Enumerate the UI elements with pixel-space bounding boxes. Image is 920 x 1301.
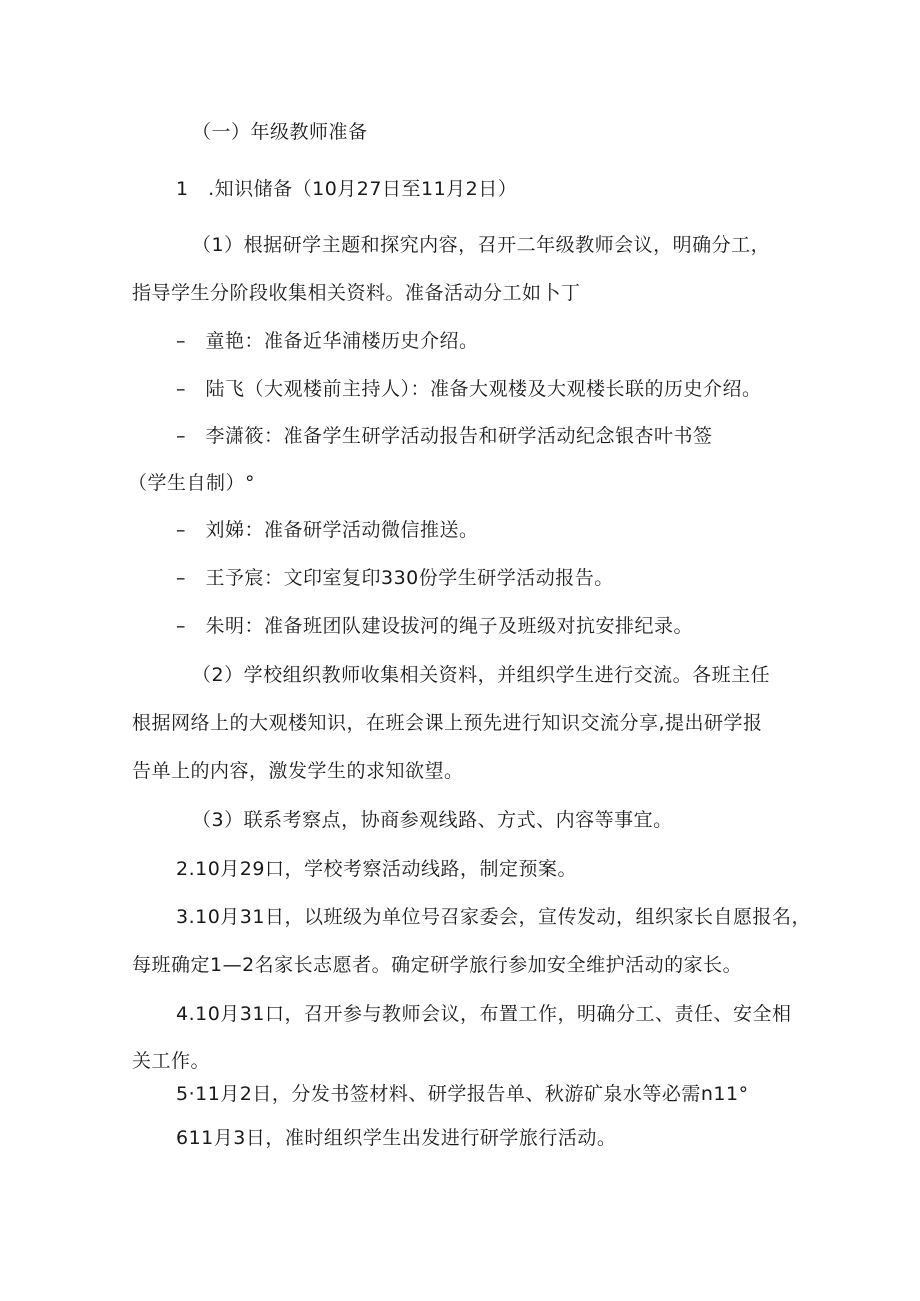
task-item: – 陆飞（大观楼前主持人）：准备大观楼及大观楼长联的历史介绍。 (176, 378, 762, 400)
section-heading: （一）年级教师准备 (192, 121, 368, 143)
task-item: – 童艳：准备近华浦楼历史介绍。 (176, 330, 479, 352)
item-3-line-1: 3.10月31日，以班级为单位号召家委会，宣传发动，组织家长自愿报名， (176, 906, 811, 928)
paragraph-1-line-2: 指导学生分阶段收集相关资料。准备活动分工如卜丁 (132, 282, 581, 304)
item-4-line-2: 关工作。 (132, 1050, 211, 1072)
paragraph-2-line-3: 告单上的内容，激发学生的求知欲望。 (132, 760, 464, 782)
task-item: – 李潇筱：准备学生研学活动报告和研学活动纪念银杏叶书签 (176, 425, 713, 447)
item-6: 611月3日，准时组织学生出发进行研学旅行活动。 (176, 1127, 617, 1149)
task-item-continuation: （学生自制）° (128, 472, 256, 494)
paragraph-1-line-1: （1）根据研学主题和探究内容，召开二年级教师会议，明确分工， (192, 234, 771, 256)
paragraph-2-line-2: 根据网络上的大观楼知识，在班会课上预先进行知识交流分享,提出研学报 (132, 712, 763, 734)
item-1-title: 1 .知识储备（10月27日至11月2日） (176, 178, 518, 200)
task-item: – 王予宸：文印室复印330份学生研学活动报告。 (176, 567, 614, 589)
item-2: 2.10月29口，学校考察活动线路，制定预案。 (176, 858, 577, 880)
item-5: 5·11月2日，分发书签材料、研学报告单、秋游矿泉水等必需n11° (176, 1083, 749, 1105)
task-item: – 刘娣：准备研学活动微信推送。 (176, 519, 479, 541)
item-3-line-2: 每班确定1—2名家长志愿者。确定研学旅行参加安全维护活动的家长。 (132, 954, 743, 976)
paragraph-3: （3）联系考察点，协商参观线路、方式、内容等事宜。 (192, 809, 673, 831)
item-4-line-1: 4.10月31口，召开参与教师会议，布置工作，明确分工、责任、安全相 (176, 1003, 792, 1025)
task-item: – 朱明：准备班团队建设拔河的绳子及班级对抗安排纪录。 (176, 615, 694, 637)
paragraph-2-line-1: （2）学校组织教师收集相关资料，并组织学生进行交流。各班主任 (192, 664, 771, 686)
